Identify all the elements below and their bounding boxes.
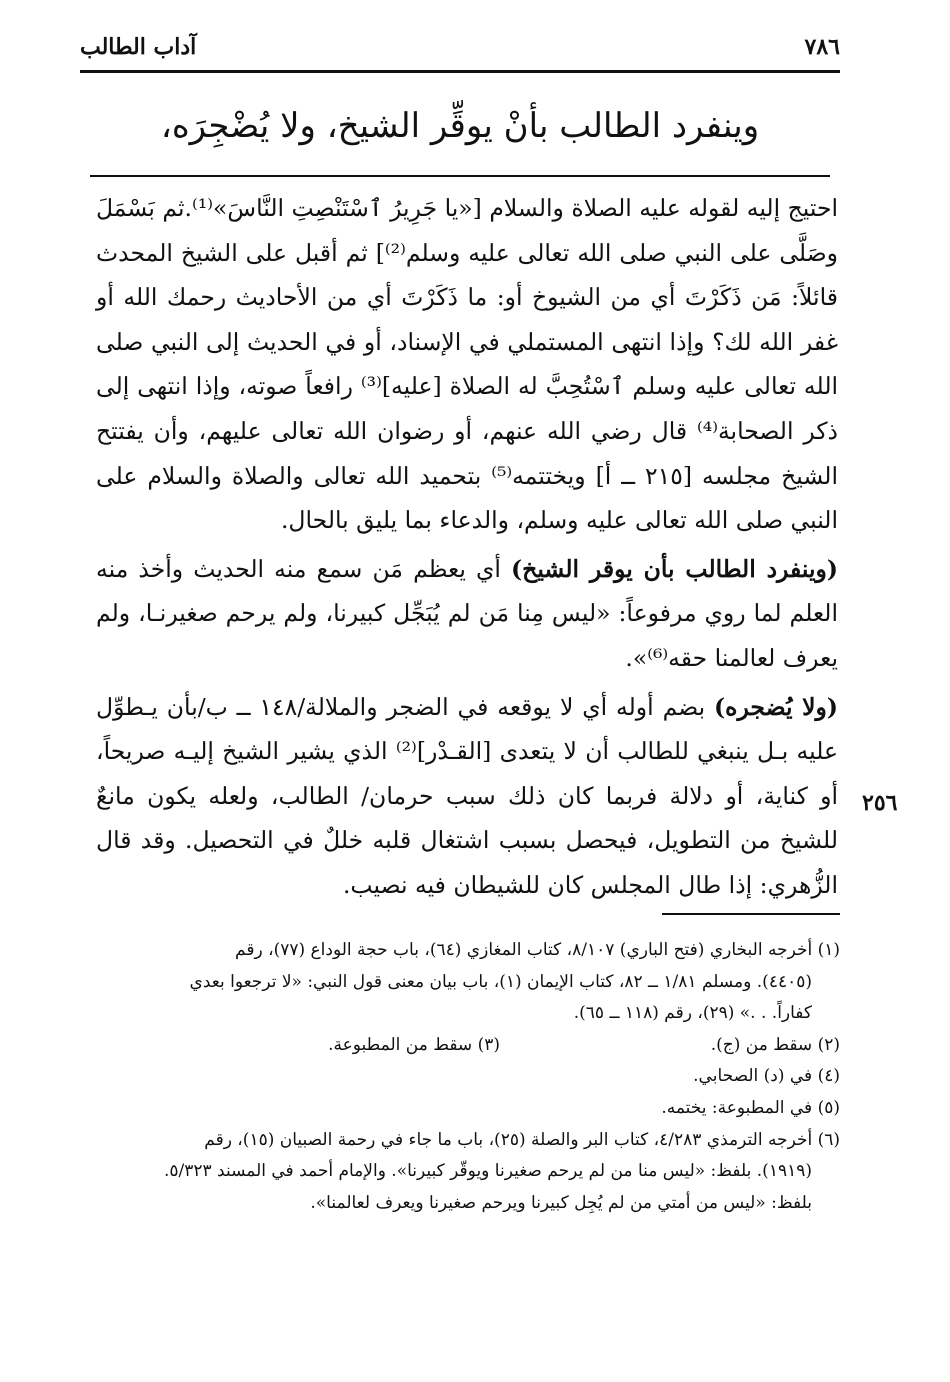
paragraph-2 <box>96 547 838 681</box>
running-title: آداب الطالب <box>80 34 197 60</box>
heading-rule <box>90 175 830 177</box>
paragraph-3 <box>96 685 838 908</box>
footnote-5: (٥) في المطبوعة: يختمه. <box>661 1097 840 1118</box>
page-number: ٧٨٦ <box>804 34 840 60</box>
footnote-1-line-3: كفاراً. . .» (٢٩)، رقم (١١٨ ــ ٦٥). <box>573 1003 812 1024</box>
footnote-2: (٢) سقط من (ج). <box>710 1034 840 1055</box>
paragraph-1: احتيج إليه لقوله عليه الصلاة والسلام [«يا جَرِيرُ ٱسْتَنْصِتِ النَّاسَ»⁽¹⁾.ثم بَسْمَلَ وصَلَّى على النبي صلى الله تعالى عليه وسلم⁽²⁾] ثم أقبل على الشيخ المحدث قائلاً: مَن ذَكَرْتَ أي من الشيوخ أو: ما ذَكَرْتَ أي من الأحاديث رحمك الله أو غفر الله لك؟ وإذا انتهى المستملي في الإسناد، أو في الحديث إلى النبي صلى الله تعالى عليه وسلم ٱسْتُحِبَّ له الصلاة [عليه]⁽³⁾ رافعاً صوته، وإذا انتهى إلى ذكر الصحابة⁽⁴⁾ قال رضي الله عنهم، أو رضوان الله تعالى عليهم، وأن يفتتح الشيخ مجلسه [٢١٥ ــ أ] ويختتمه⁽⁵⁾ بتحميد الله تعالى والصلاة والسلام على النبي صلى الله تعالى عليه وسلم، والدعاء بما يليق بالحال. <box>96 194 839 535</box>
main-text <box>96 186 838 912</box>
paragraph-2-lead: (وينفرد الطالب بأن يوقر الشيخ) <box>511 554 838 583</box>
footnote-6-line-1: (٦) أخرجه الترمذي ٤/٢٨٣، كتاب البر والصلة (٢٥)، باب ما جاء في رحمة الصبيان (١٥)، رقم <box>204 1129 840 1150</box>
footnote-rule <box>662 913 840 915</box>
footnote-4: (٤) في (د) الصحابي. <box>693 1066 840 1087</box>
footnote-3: (٣) سقط من المطبوعة. <box>328 1034 500 1055</box>
section-heading: وينفرد الطالب بأنْ يوقِّر الشيخ، ولا يُضْجِرَه، <box>160 106 760 146</box>
page-header <box>80 34 840 70</box>
footnote-6-line-2: (١٩١٩). بلفظ: «ليس منا من لم يرحم صغيرنا ويوقّر كبيرنا». والإمام أحمد في المسند ٥/٣٢٣. <box>163 1161 812 1182</box>
footnotes <box>96 935 840 1219</box>
footnote-1-line-1: (١) أخرجه البخاري (فتح الباري) ٨/١٠٧، كتاب المغازي (٦٤)، باب حجة الوداع (٧٧)، رقم <box>235 940 840 960</box>
paragraph-3-text: بضم أوله أي لا يوقعه في الضجر والملالة/١٤٨ ــ ب/بأن يـطوِّل عليه بـل ينبغي للطالب أن لا يتعدى [القـدْر]⁽²⁾ الذي يشير الشيخ إليـه صريحاً، أو كناية، أو دلالة فربما كان ذلك سبب حرمان/ الطالب، ولعله يكون مانعٌ للشيخ من التطويل، فيحصل بسبب اشتغال قلبه خللٌ في التحصيل. وقد قال الزُّهري: إذا طال المجلس كان للشيطان فيه نصيب. <box>96 692 839 899</box>
footnote-2-3-row <box>96 1030 840 1062</box>
footnote-1-line-2: (٤٤٠٥). ومسلم ١/٨١ ــ ٨٢، كتاب الإيمان (١)، باب بيان معنى قول النبي: «لا ترجعوا بعدي <box>189 971 812 992</box>
header-rule <box>80 70 840 73</box>
paragraph-3-lead: (ولا يُضجره) <box>714 692 838 721</box>
paragraph-2-text: أي يعظم مَن سمع منه الحديث وأخذ منه العلم لما روي مرفوعاً: «ليس مِنا مَن لم يُبَجِّل كبيرنا، ولم يرحم صغيرنـا، ولم يعرف لعالمنا حقه⁽⁶⁾». <box>96 554 838 672</box>
manuscript-folio-note: ٢٥٦ <box>862 790 898 816</box>
footnote-6-line-3: بلفظ: «ليس من أمتي من لم يُجِل كبيرنا ويرحم صغيرنا ويعرف لعالمنا». <box>310 1192 812 1213</box>
